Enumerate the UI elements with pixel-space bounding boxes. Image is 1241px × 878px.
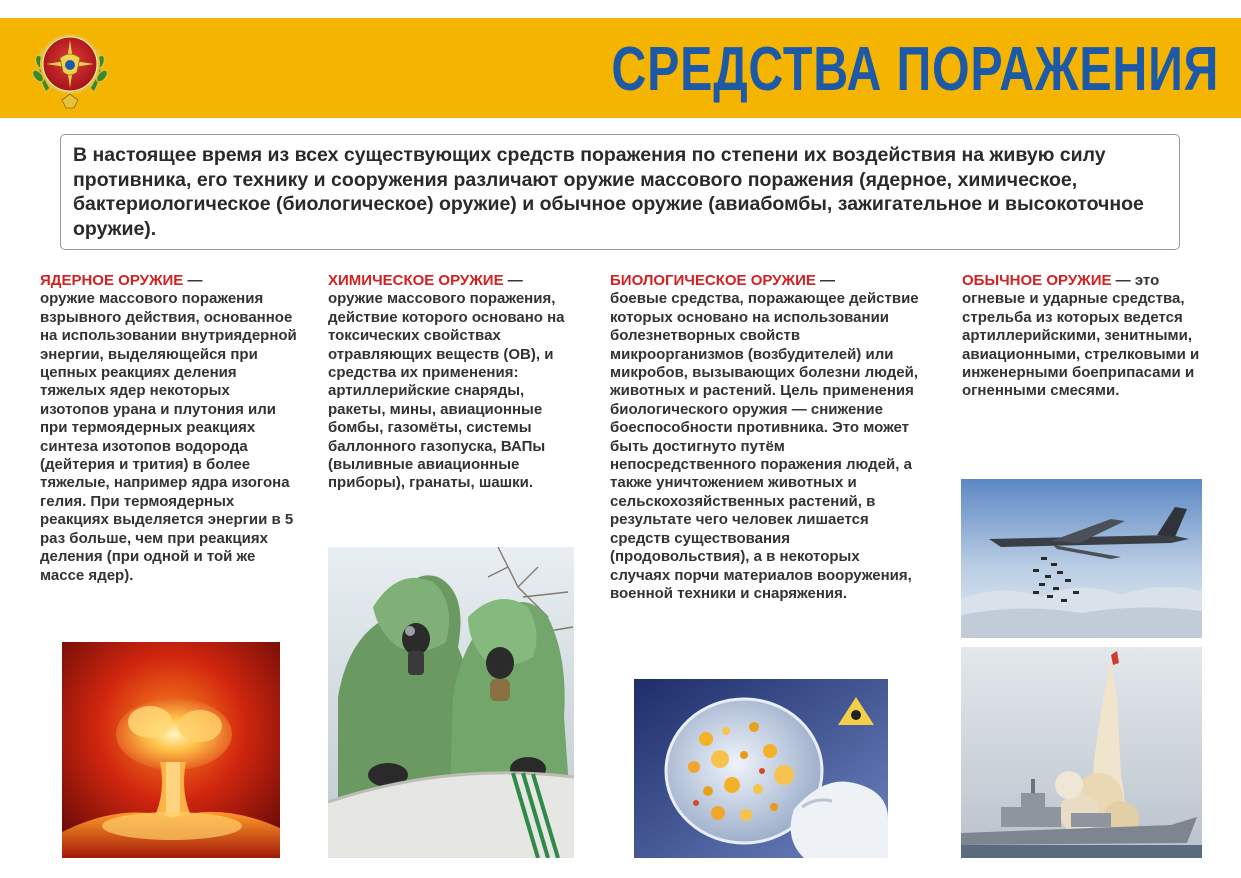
section-nuclear (40, 272, 302, 585)
page-title: СРЕДСТВА ПОРАЖЕНИЯ (611, 35, 1219, 104)
section-heading: ЯДЕРНОЕ ОРУЖИЕ (40, 272, 184, 289)
nuclear-explosion-photo (62, 642, 280, 858)
section-body: оружие массового поражения, действие которого основано на токсических свойствах отравляющих веществ (ОВ), и средства их применения: артиллерийские снаряды, ракеты, мины, авиационные бомбы, газомёты, системы баллонного газопуска, ВАПы (выливные авиационные приборы), гранаты, шашки. (328, 290, 565, 492)
section-body: боевые средства, поражающее действие которых основано на использовании болезнетворных свойств микроорганизмов (возбудителей) или микробов, вызывающих болезни людей, животных и растений. Цель применения биологического оружия — снижение боеспособности противника. Это может быть достигнуто путём непосредственного поражения людей, а также уничтожением животных и сельскохозяйственных растений, в результате чего человек лишается средств существования (продовольствия), а в некоторых случаях порчи материалов вооружения, военной техники и снаряжения. (610, 290, 919, 602)
petri-dish-photo (634, 679, 888, 858)
section-body: оружие массового поражения взрывного действия, основанное на использовании внутриядерной энергии, выделяющейся при цепных реакциях деления тяжелых ядер некоторых изотопов урана и плутония или при термоядерных реакциях синтеза изотопов водорода (дейтерия и трития) в более тяжелые, например ядра изогона гелия. При термоядерных реакциях выделяется энергии в 5 раз больше, чем при реакциях деления (при одной и той же массе ядер). (40, 290, 297, 584)
section-chemical (328, 272, 578, 493)
gas-mask-soldiers-photo (328, 547, 574, 858)
section-dash: — (183, 272, 203, 289)
section-conventional (962, 272, 1222, 401)
section-dash: — (503, 272, 523, 289)
section-heading: ОБЫЧНОЕ ОРУЖИЕ (962, 272, 1112, 289)
section-dash: — (815, 272, 836, 289)
section-heading: ХИМИЧЕСКОЕ ОРУЖИЕ (328, 272, 504, 289)
intro-text-box: В настоящее время из всех существующих средств поражения по степени их воздействия на живую силу противника, его технику и сооружения различают оружие массового поражения (ядерное, химическое, бактериологическое (биологическое) оружие) и обычное оружие (авиабомбы, зажигательное и высокоточное оружие). (60, 134, 1180, 250)
section-body: огневые и ударные средства, стрельба из которых ведется артиллерийскими, зенитными, авиационными, стрелковыми и инженерными боеприпасами и огненными смесями. (962, 290, 1200, 400)
section-biological (610, 272, 920, 603)
section-dash: — это (1111, 272, 1160, 289)
mchs-emblem-icon (28, 22, 112, 112)
missile-launch-ship-photo (961, 647, 1202, 858)
bomber-aircraft-photo (961, 479, 1202, 638)
section-heading: БИОЛОГИЧЕСКОЕ ОРУЖИЕ (610, 272, 816, 289)
